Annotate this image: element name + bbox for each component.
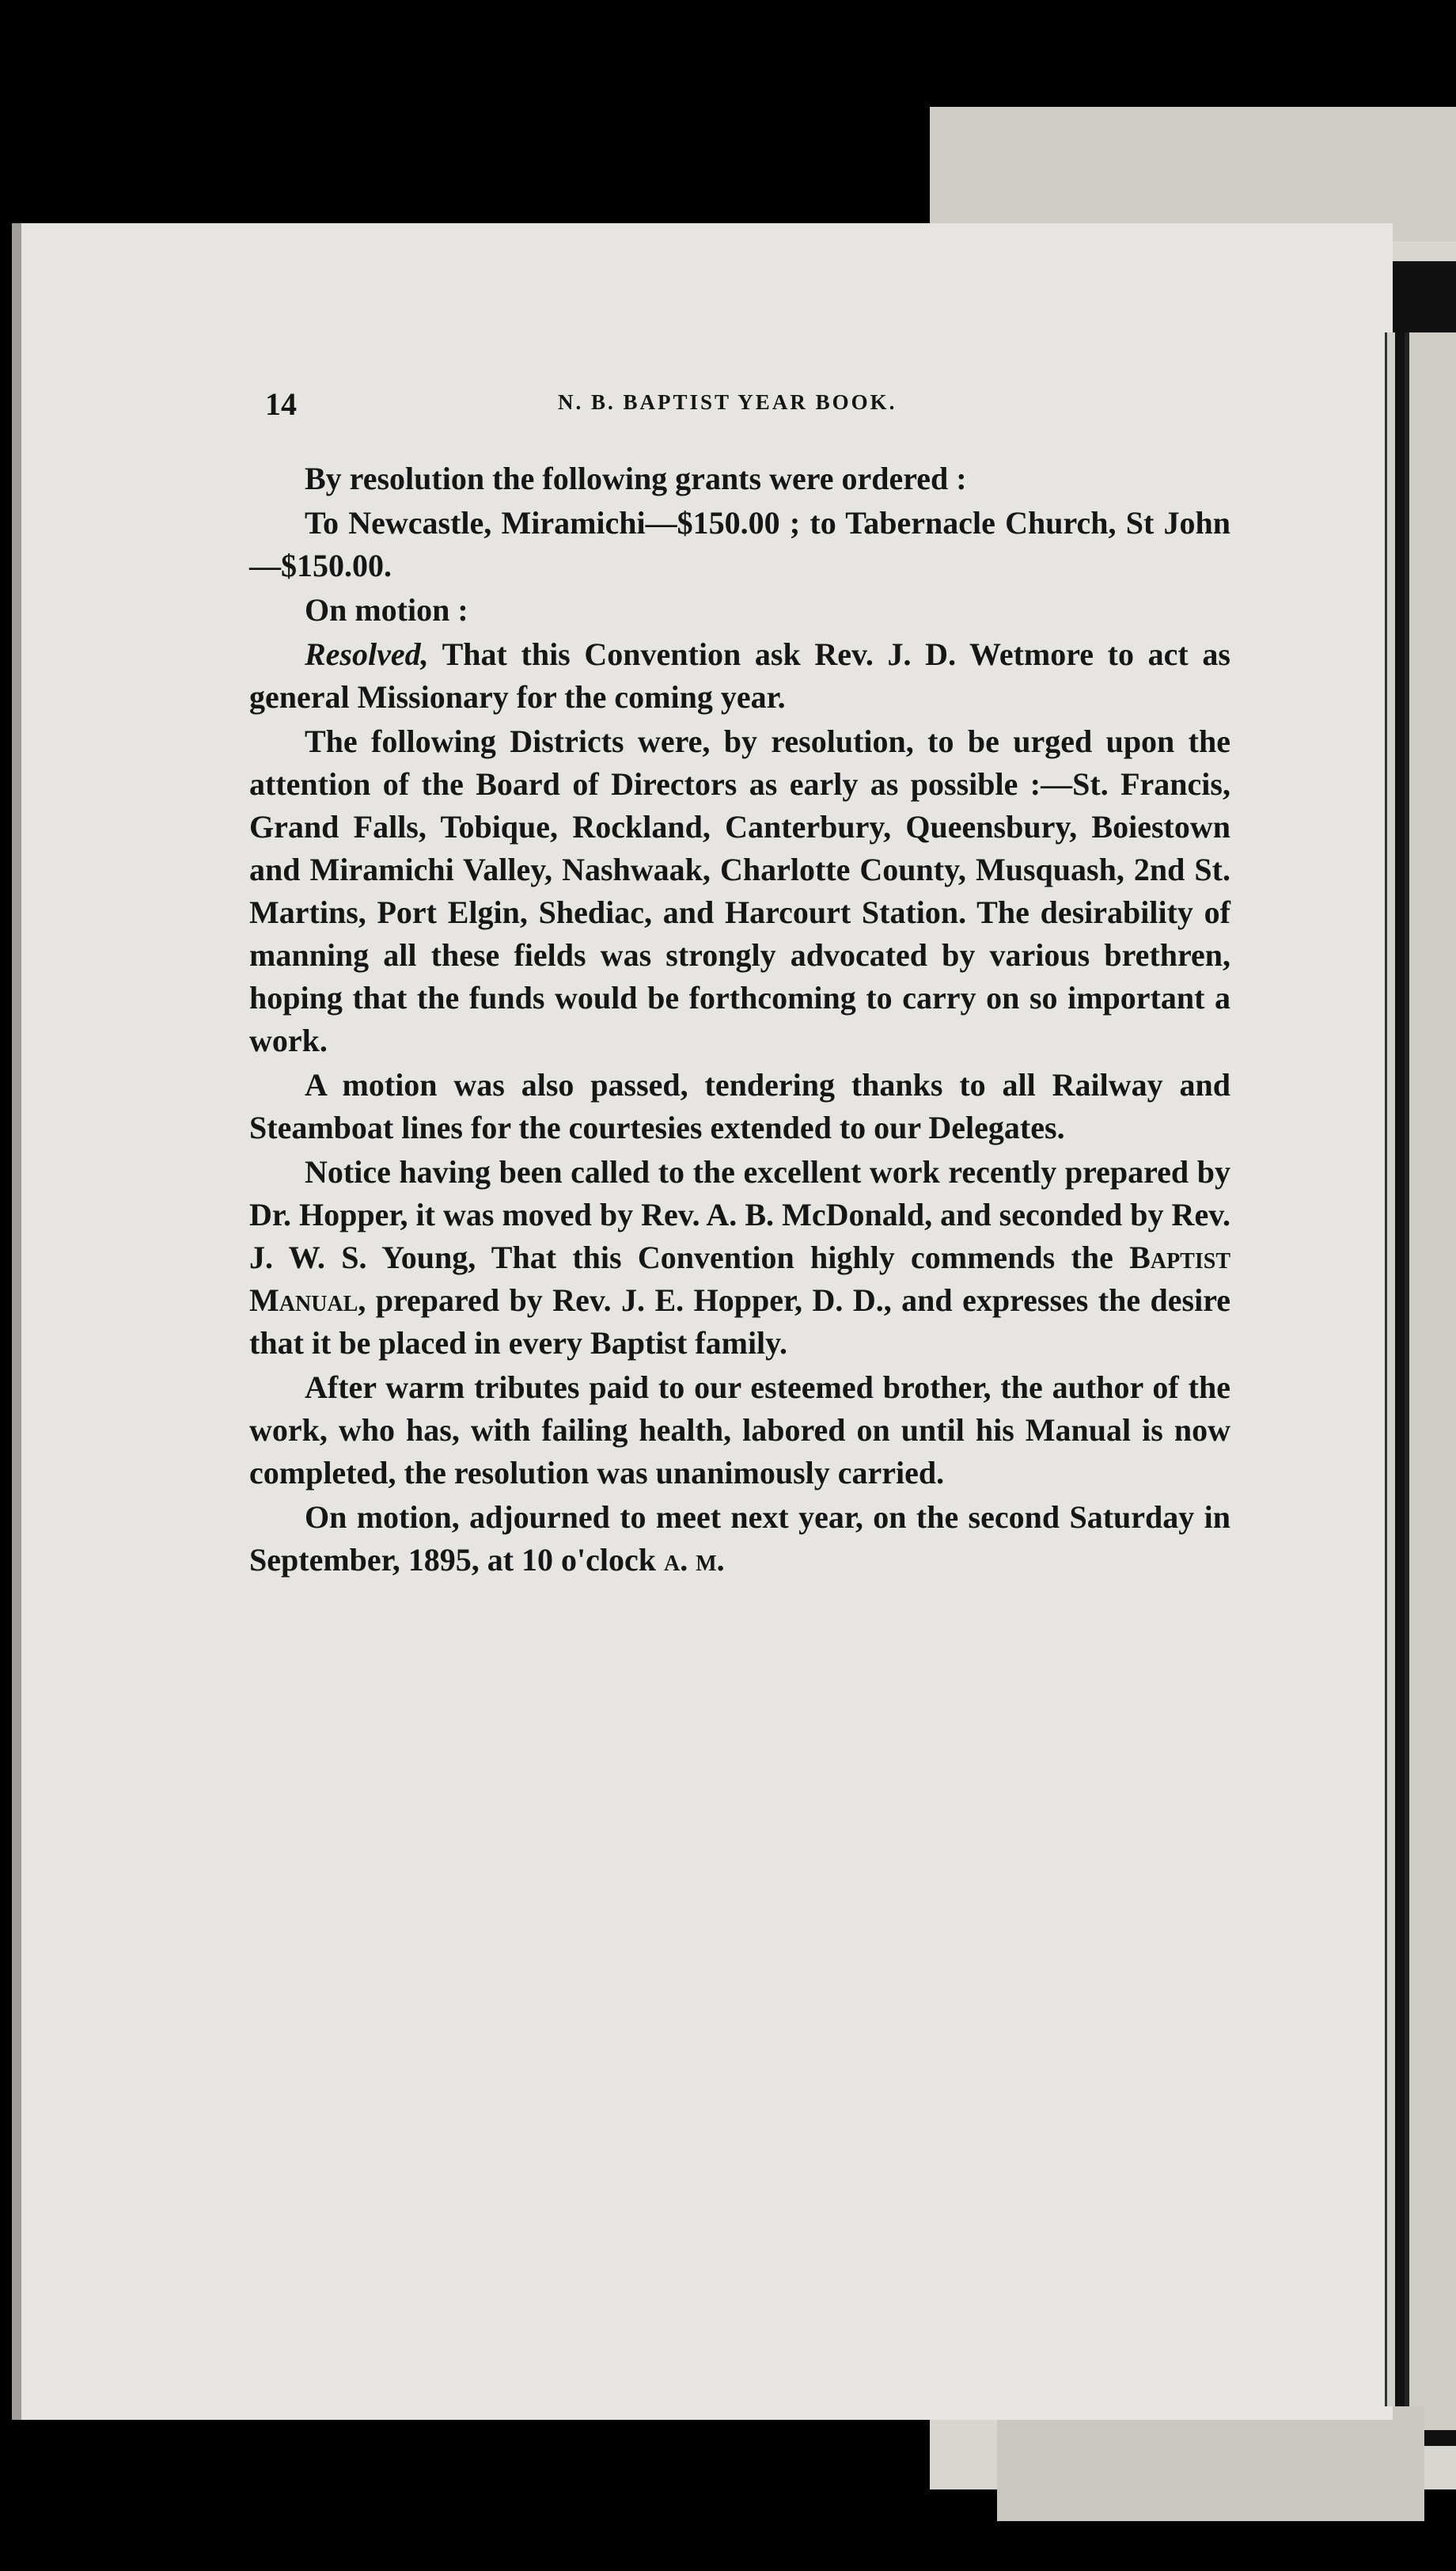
page-number: 14 [265, 386, 297, 422]
page-header [265, 385, 1389, 433]
back-cover-top [930, 107, 1456, 241]
resolved-text: That this Convention ask Rev. J. D. Wetmore to act as general Missionary for the coming year. [249, 636, 1230, 715]
page-edge [1385, 332, 1395, 2406]
manual-title: Baptist Manual [249, 1240, 1230, 1318]
paragraph-grants: To Newcastle, Miramichi—$150.00 ; to Tabernacle Church, St John—$150.00. [249, 505, 1230, 583]
manual-motion-text-b: , prepared by Rev. J. E. Hopper, D. D., and expresses the desire that it be placed in every Baptist family. [249, 1282, 1230, 1361]
book-edge-strip [1405, 332, 1456, 2430]
paragraph-thanks: A motion was also passed, tendering thanks to all Railway and Steamboat lines for the courtesies extended to our Delegates. [249, 1067, 1230, 1145]
paragraph-on-motion: On motion : [305, 592, 468, 628]
paragraph-grants-intro: By resolution the following grants were ordered : [305, 461, 967, 496]
adjourned-text: On motion, adjourned to meet next year, on the second Saturday in September, 1895, at 10 o'clock [249, 1499, 1230, 1578]
manual-motion-text-a: Notice having been called to the excellent work recently prepared by Dr. Hopper, it was moved by Rev. A. B. McDonald, and seconded by Rev. J. W. S. Young, That this Convention highly commends the [249, 1154, 1230, 1275]
paragraph-resolved [249, 633, 1230, 719]
page-body [249, 458, 1230, 1583]
paragraph-manual-motion [249, 1151, 1230, 1365]
bottom-cover-board [997, 2406, 1424, 2521]
paragraph-adjourned [249, 1496, 1230, 1582]
paragraph-districts: The following Districts were, by resolution, to be urged upon the attention of the Board of Directors as early as possible :—St. Francis, Grand Falls, Tobique, Rockland, Canterbury, Queensbury, Boiestown and Miramichi Valley, Nashwaak, Charlotte County, Musquash, 2nd St. Martins, Port Elgin, Shediac, and Harcourt Station. The desirability of manning all these fields was strongly advocated by various brethren, hoping that the funds would be forthcoming to carry on so important a work. [249, 723, 1230, 1058]
running-title: N. B. BAPTIST YEAR BOOK. [558, 390, 897, 414]
resolved-lead: Resolved, [305, 636, 429, 672]
adjourned-time: a. m. [664, 1542, 725, 1578]
paragraph-tributes: After warm tributes paid to our esteemed brother, the author of the work, who has, with failing health, labored on until his Manual is now completed, the resolution was unanimously carried. [249, 1369, 1230, 1491]
